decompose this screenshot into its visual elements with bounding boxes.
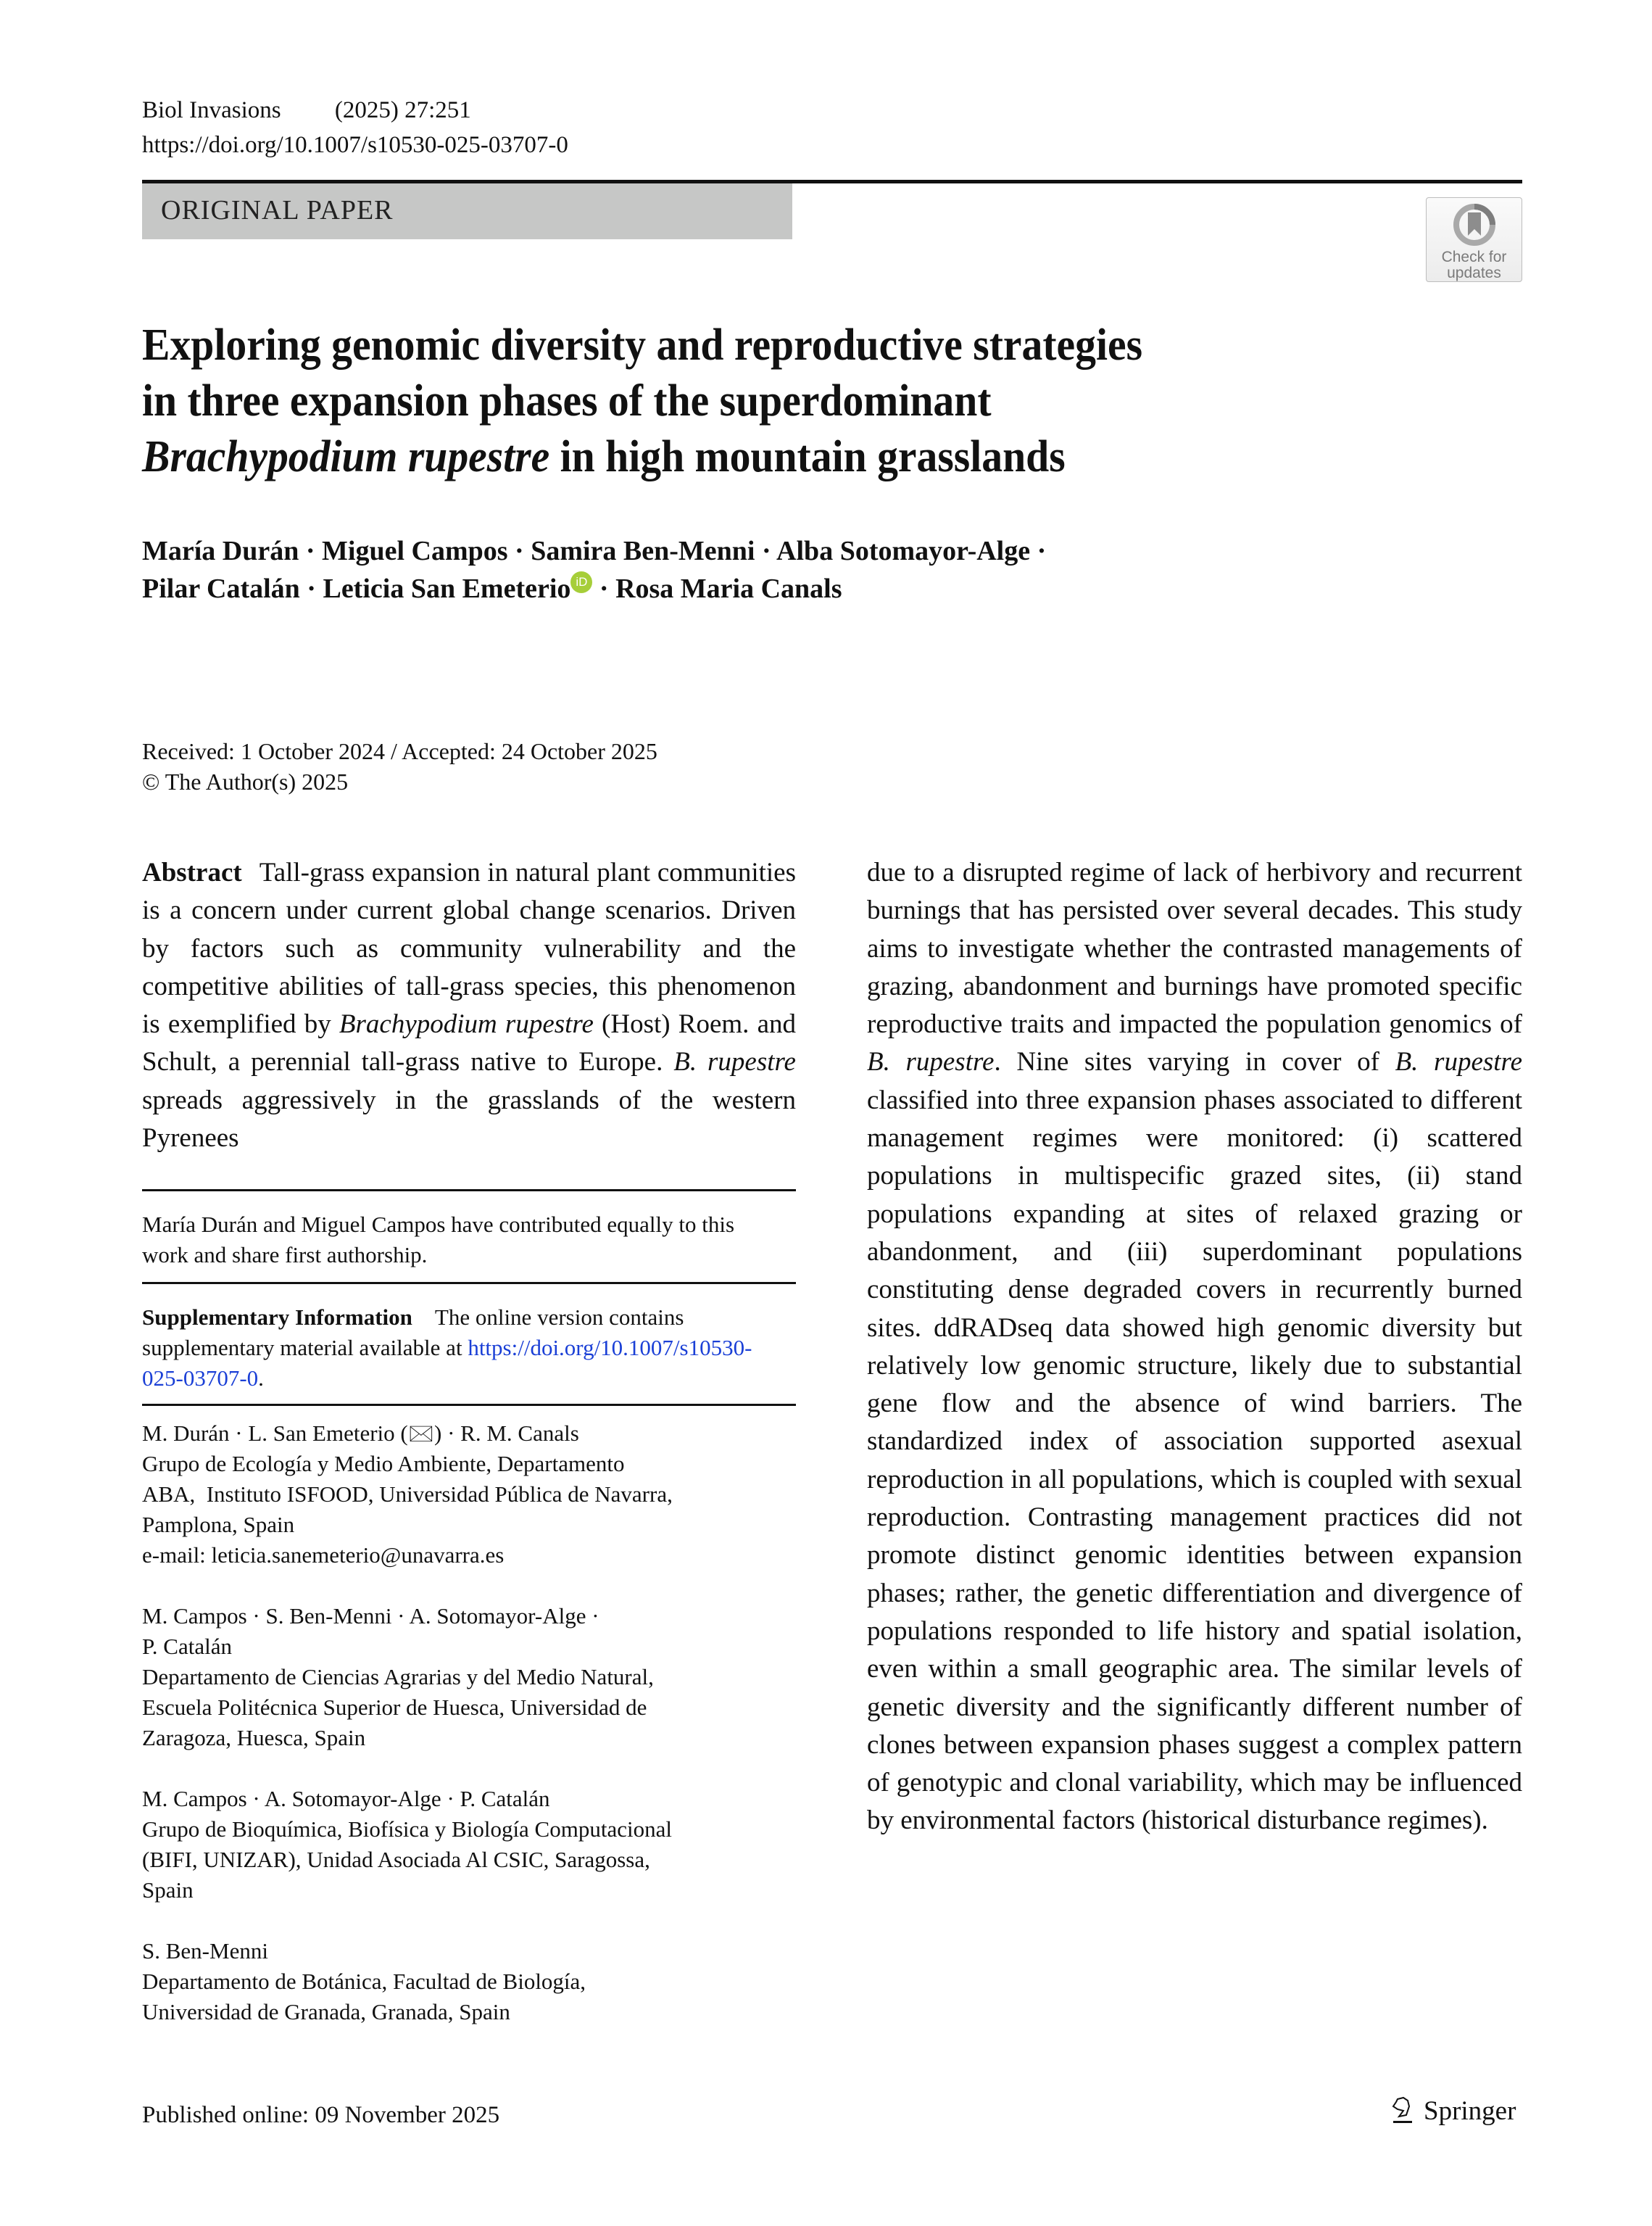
footnote-rule (142, 1189, 796, 1191)
journal-citation (142, 94, 471, 126)
volume-info: (2025) 27:251 (334, 97, 471, 123)
abstract-left-column: Abstract Tall-grass expansion in natural plant communities is a concern under current global change scenarios. Driven by factors such as community vulnerability and the competitive abilities of tall-grass species, this phenomenon is exemplified by Brachypodium rupestre (Host) Roem. and Schult, a perennial tall-grass native to Europe. B. rupestre spreads aggressively in the grasslands of the western Pyrenees (142, 858, 796, 1154)
copyright: © The Author(s) 2025 (142, 769, 349, 795)
footnote-rule (142, 1282, 796, 1284)
check-for-updates-label: Check for updates (1441, 249, 1507, 281)
equal-contribution-note: María Durán and Miguel Campos have contributed equally to this work and share first authorship. (142, 1212, 735, 1267)
publisher-logo (1390, 2094, 1516, 2129)
corresponding-email[interactable]: e-mail: leticia.sanemeterio@unavarra.es (142, 1542, 505, 1568)
envelope-icon[interactable]: 🖂 (407, 1420, 435, 1446)
journal-name: Biol Invasions (142, 97, 281, 123)
orcid-icon[interactable]: iD (570, 571, 592, 593)
published-online-date: Published online: 09 November 2025 (142, 2102, 500, 2128)
author-list: María Durán · Miguel Campos · Samira Ben-Menni · Alba Sotomayor-Alge · Pilar Catalán · Leticia San Emeterio iD · Rosa Maria Canals (142, 536, 1047, 604)
affiliation-2: M. Campos · S. Ben-Menni · A. Sotomayor-Alge · P. Catalán Departamento de Ciencias Agrarias y del Medio Natural, Escuela Politécnica Superior de Huesca, Universidad de Zaragoza, Huesca, Spain (142, 1603, 654, 1750)
springer-horse-icon (1390, 2096, 1415, 2127)
article-type-label: ORIGINAL PAPER (161, 195, 394, 226)
received-accepted: Received: 1 October 2024 / Accepted: 24 October 2025 (142, 738, 657, 764)
article-dates (142, 736, 657, 797)
check-for-updates-button[interactable] (1426, 197, 1522, 282)
affiliation-4: S. Ben-Menni Departamento de Botánica, Facultad de Biología, Universidad de Granada, Granada, Spain (142, 1938, 586, 2024)
affiliation-1: M. Durán · L. San Emeterio (🖂) · R. M. Canals Grupo de Ecología y Medio Ambiente, Departamento ABA, Instituto ISFOOD, Universidad Pública de Navarra, Pamplona, Spain e-mail: leticia.sanemeterio@unavarra.es (142, 1418, 796, 1571)
affiliations (142, 1418, 796, 2058)
abstract-heading: Abstract (142, 858, 242, 887)
supplementary-info: Supplementary Information The online version contains supplementary material available at https://doi.org/10.1007/s10530-025-03707-0. (142, 1304, 752, 1391)
supplementary-link[interactable]: https://doi.org/10.1007/s10530-025-03707-0 (142, 1335, 752, 1391)
article-title: Exploring genomic diversity and reproductive strategies in three expansion phases of the superdominant Brachypodium rupestre in high mountain grasslands (142, 320, 1143, 481)
publisher-name: Springer (1424, 2096, 1516, 2126)
footnote-rule (142, 1404, 796, 1406)
abstract-right-column: due to a disrupted regime of lack of herbivory and recurrent burnings that has persisted over several decades. This study aims to investigate whether the contrasted managements of grazing, abandonment and burnings have promoted specific reproductive traits and impacted the population genomics of B. rupestre. Nine sites varying in cover of B. rupestre classified into three expansion phases associated to different management regimes were monitored: (i) scattered populations in multispecific grazed sites, (ii) stand populations expanding at sites of relaxed grazing or abandonment, and (iii) superdominant populations constituting dense degraded covers in recurrently burned sites. ddRADseq data showed high genomic diversity but relatively low genomic structure, likely due to substantial gene flow and the absence of wind barriers. The standardized index of association supported asexual reproduction in all populations, which is coupled with sexual reproduction. Contrasting management practices did not promote distinct genomic identities between expansion phases; rather, the genetic differentiation and divergence of populations responded to life history and spatial isolation, even within a small geographic area. The similar levels of genetic diversity and the significantly different number of clones between expansion phases suggest a complex pattern of genotypic and clonal variability, which may be influenced by environmental factors (historical disturbance regimes). (867, 858, 1522, 1836)
bookmark-ring-icon (1452, 202, 1497, 247)
article-doi[interactable]: https://doi.org/10.1007/s10530-025-03707-0 (142, 132, 568, 158)
affiliation-3: M. Campos · A. Sotomayor-Alge · P. Catalán Grupo de Bioquímica, Biofísica y Biología Computacional (BIFI, UNIZAR), Unidad Asociada Al CSIC, Saragossa, Spain (142, 1786, 672, 1903)
